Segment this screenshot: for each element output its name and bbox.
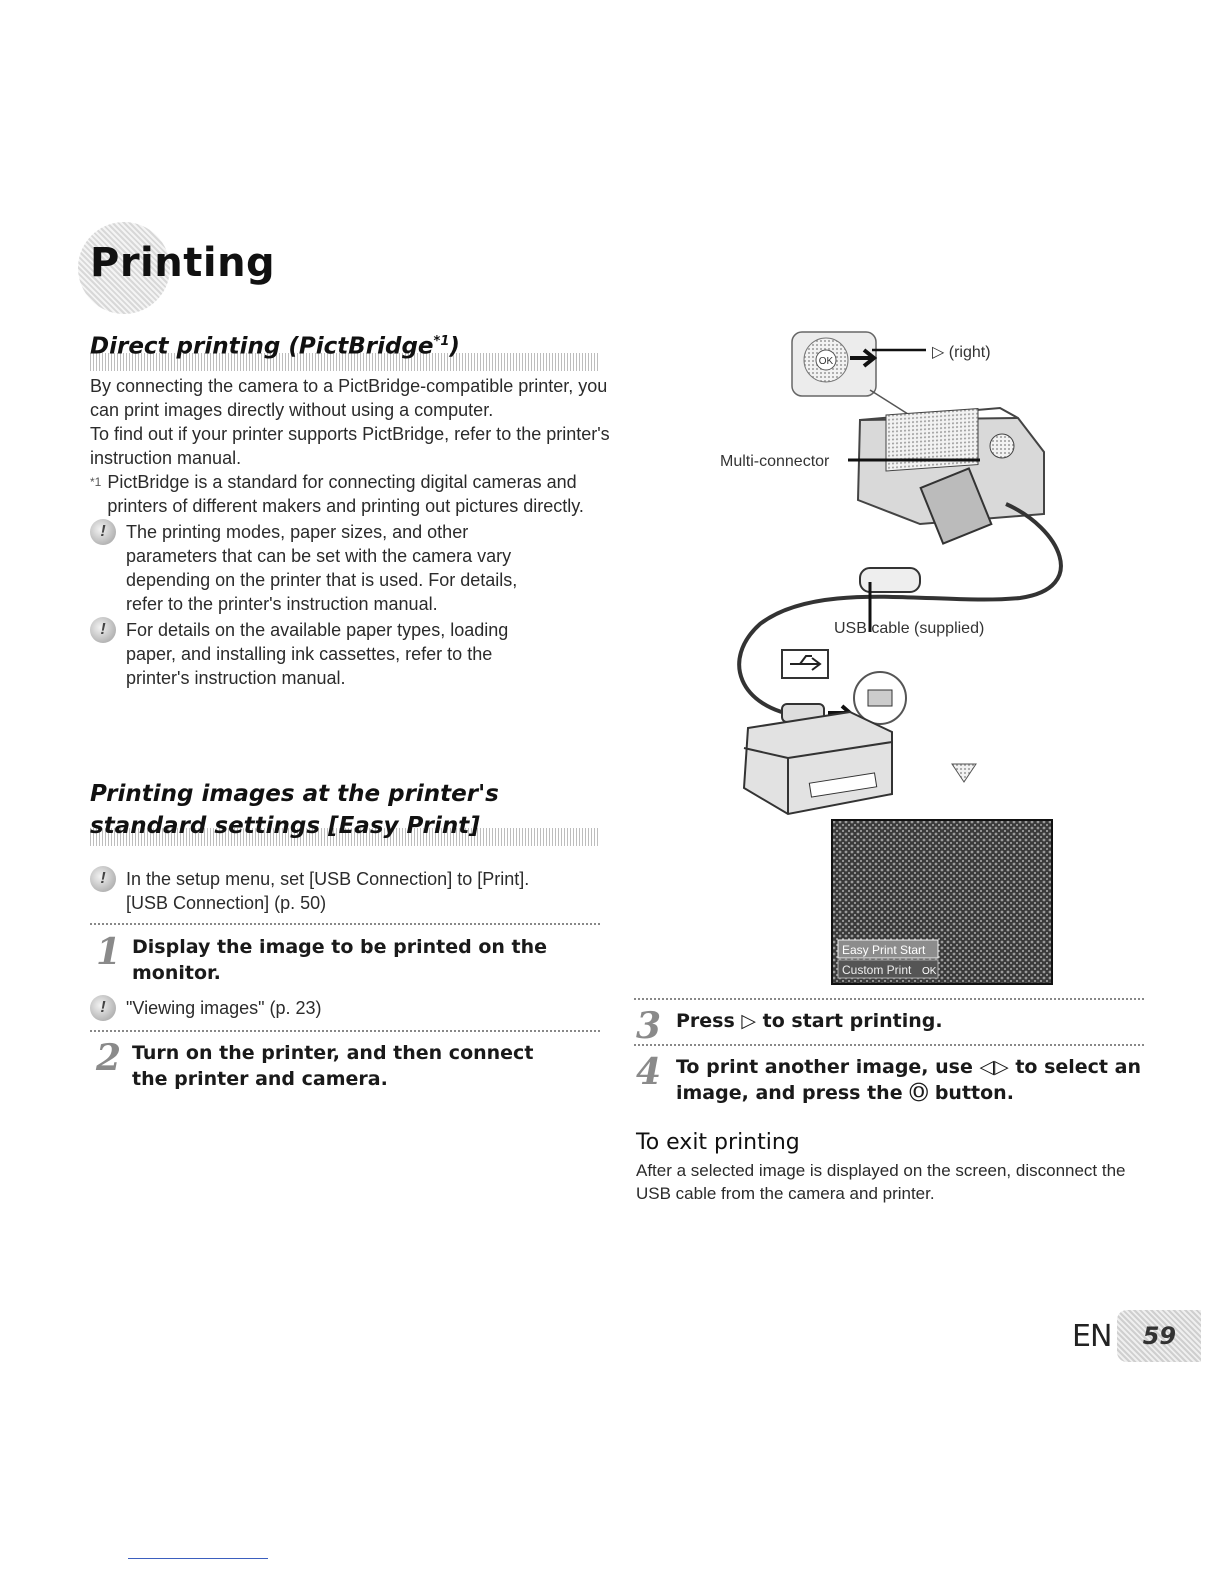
section1-heading-text: Direct printing (PictBridge [90, 333, 434, 360]
step-1 [96, 931, 596, 986]
ok-button-label: OK [818, 356, 834, 367]
step-text: Turn on the printer, and then connect the printer and camera. [132, 1042, 534, 1090]
exit-text: After a selected image is displayed on the screen, disconnect the USB cable from the camera and printer. [636, 1161, 1126, 1203]
section1-heading-sup: *1 [433, 334, 450, 349]
menu-easy-print-start-label: Easy Print Start [842, 943, 926, 957]
caution-icon: ! [90, 995, 116, 1021]
step-number: 2 [96, 1037, 122, 1079]
menu-custom-print-label: Custom Print [842, 963, 912, 977]
exit-printing-section [636, 1130, 1136, 1205]
page-title [78, 222, 338, 322]
camera-drawing [858, 390, 1044, 544]
step-divider [90, 1030, 600, 1032]
section2-note-line1: In the setup menu, set [USB Connection] to [Print]. [126, 869, 530, 889]
section2-heading-line2: standard settings [Easy Print] [90, 813, 480, 839]
step-3 [636, 1005, 1146, 1047]
caution-icon: ! [90, 617, 116, 643]
ok-button-inset [792, 332, 926, 396]
section1-para1: By connecting the camera to a PictBridge-compatible printer, you can print images directly without using a computer. [90, 376, 608, 420]
step-text: Display the image to be printed on the monitor. [132, 936, 548, 984]
page-title-text: Printing [90, 240, 276, 286]
usb-icon [782, 650, 828, 678]
note1-text: The printing modes, paper sizes, and other parameters that can be set with the camera vary depending on the printer that is used. For details, refer to the printer's instruction manual. [126, 522, 518, 614]
section1-body [90, 374, 610, 690]
step1-note-text: "Viewing images" (p. 23) [126, 998, 322, 1018]
section-heading-easy-print [90, 778, 600, 846]
step-1-note [90, 996, 610, 1021]
note-usb-connection [90, 867, 610, 915]
page-footer [1072, 1310, 1201, 1362]
label-usb-cable: USB cable (supplied) [834, 620, 985, 637]
footnote-mark: *1 [90, 475, 102, 489]
footnote-text: PictBridge is a standard for connecting digital cameras and printers of different makers and printing out pictures directly. [107, 472, 584, 516]
step-number: 4 [636, 1051, 662, 1093]
bottom-rule [128, 1558, 268, 1559]
label-right: ▷ (right) [932, 344, 991, 361]
step-4 [636, 1051, 1146, 1106]
note-paper-types [90, 618, 610, 690]
menu-ok-badge: OK [922, 966, 937, 977]
exit-heading: To exit printing [636, 1130, 800, 1155]
caution-icon: ! [90, 866, 116, 892]
step-divider [90, 923, 600, 925]
printer-drawing [744, 712, 892, 814]
step-text: To print another image, use ◁▷ to select an image, and press the Ⓞ button. [676, 1056, 1141, 1104]
page-number: 59 [1117, 1310, 1201, 1362]
step-number: 3 [636, 1005, 662, 1047]
footnote [90, 470, 610, 518]
step-divider [634, 1044, 1144, 1046]
label-multi-connector: Multi-connector [720, 453, 830, 470]
page-language: EN [1072, 1318, 1112, 1354]
section2-note-line2: [USB Connection] (p. 50) [126, 893, 327, 913]
step-divider [634, 998, 1144, 1000]
connection-illustration [700, 328, 1160, 988]
section-heading-direct-printing [90, 326, 600, 371]
note-printing-modes [90, 520, 610, 616]
section1-para2: To find out if your printer supports PictBridge, refer to the printer's instruction manual. [90, 424, 610, 468]
section2-note [90, 867, 610, 915]
section2-heading-line1: Printing images at the printer's [90, 781, 499, 807]
camera-monitor [832, 820, 1052, 984]
step-text: Press ▷ to start printing. [676, 1010, 943, 1032]
caution-icon: ! [90, 519, 116, 545]
down-arrow-icon [952, 764, 976, 782]
step-2 [96, 1037, 596, 1092]
section1-heading-close: ) [449, 333, 460, 360]
note2-text: For details on the available paper types, loading paper, and installing ink cassettes, refer to the printer's instruction manual. [126, 620, 509, 688]
step-number: 1 [96, 931, 122, 973]
